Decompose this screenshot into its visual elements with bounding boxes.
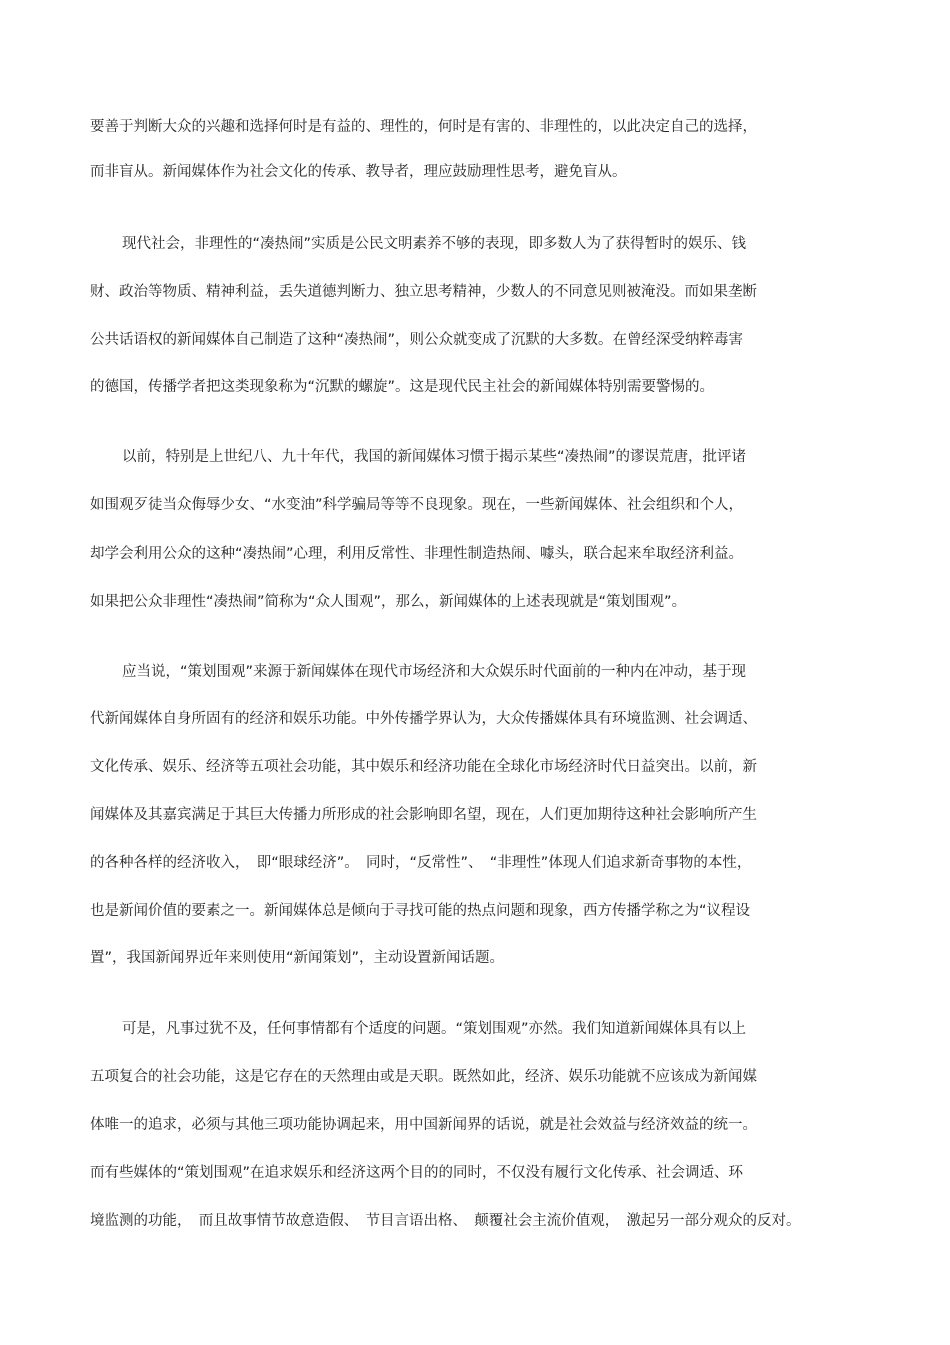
text-line: 可是，凡事过犹不及，任何事情都有个适度的问题。“策划围观”亦然。我们知道新闻媒体具有以上 — [122, 1021, 747, 1037]
text-line: 现代社会，非理性的“凑热闹”实质是公民文明素养不够的表现，即多数人为了获得暂时的娱乐、钱 — [122, 236, 747, 252]
text-line: 闻媒体及其嘉宾满足于其巨大传播力所形成的社会影响即名望，现在，人们更加期待这种社会影响所产生 — [90, 807, 757, 823]
text-line: 公共话语权的新闻媒体自己制造了这种“凑热闹”，则公众就变成了沉默的大多数。在曾经深受纳粹毒害 — [90, 332, 744, 348]
text-line: 也是新闻价值的要素之一。新闻媒体总是倾向于寻找可能的热点问题和现象，西方传播学称之为“议程设 — [90, 903, 751, 919]
text-line: 而非盲从。新闻媒体作为社会文化的传承、教导者，理应鼓励理性思考，避免盲从。 — [90, 164, 627, 180]
text-line: 文化传承、娱乐、经济等五项社会功能，其中娱乐和经济功能在全球化市场经济时代日益突出。以前，新 — [90, 759, 757, 775]
text-line: 五项复合的社会功能，这是它存在的天然理由或是天职。既然如此，经济、娱乐功能就不应该成为新闻媒 — [90, 1069, 757, 1085]
text-line: 如围观歹徒当众侮辱少女、“水变油”科学骗局等等不良现象。现在，一些新闻媒体、社会组织和个人， — [90, 497, 744, 513]
text-line: 以前，特别是上世纪八、九十年代，我国的新闻媒体习惯于揭示某些“凑热闹”的谬误荒唐，批评诸 — [122, 449, 747, 465]
text-line: 代新闻媒体自身所固有的经济和娱乐功能。中外传播学界认为，大众传播媒体具有环境监测、社会调适、 — [90, 711, 757, 727]
text-line: 而有些媒体的“策划围观”在追求娱乐和经济这两个目的的同时，不仅没有履行文化传承、社会调适、环 — [90, 1165, 744, 1181]
text-line: 却学会利用公众的这种“凑热闹”心理，利用反常性、非理性制造热闹、噱头，联合起来牟取经济利益。 — [90, 546, 744, 562]
text-line: 体唯一的追求，必须与其他三项功能协调起来，用中国新闻界的话说，就是社会效益与经济效益的统一。 — [90, 1117, 757, 1133]
text-line: 应当说，“策划围观”来源于新闻媒体在现代市场经济和大众娱乐时代面前的一种内在冲动，基于现 — [122, 664, 747, 680]
text-line: 要善于判断大众的兴趣和选择何时是有益的、理性的，何时是有害的、非理性的，以此决定自己的选择， — [90, 119, 757, 135]
text-line: 如果把公众非理性“凑热闹”简称为“众人围观”，那么，新闻媒体的上述表现就是“策划围观”。 — [90, 594, 687, 610]
text-line: 境监测的功能， 而且故事情节故意造假、 节目言语出格、 颠覆社会主流价值观， 激起另一部分观众的反对。 — [90, 1213, 801, 1229]
text-line: 的德国，传播学者把这类现象称为“沉默的螺旋”。这是现代民主社会的新闻媒体特别需要警惕的。 — [90, 379, 715, 395]
text-line: 置”，我国新闻界近年来则使用“新闻策划”，主动设置新闻话题。 — [90, 950, 505, 966]
text-line: 财、政治等物质、精神利益，丢失道德判断力、独立思考精神，少数人的不同意见则被淹没。而如果垄断 — [90, 284, 757, 300]
text-line: 的各种各样的经济收入， 即“眼球经济”。 同时，“反常性”、 “非理性”体现人们追求新奇事物的本性， — [90, 855, 752, 871]
